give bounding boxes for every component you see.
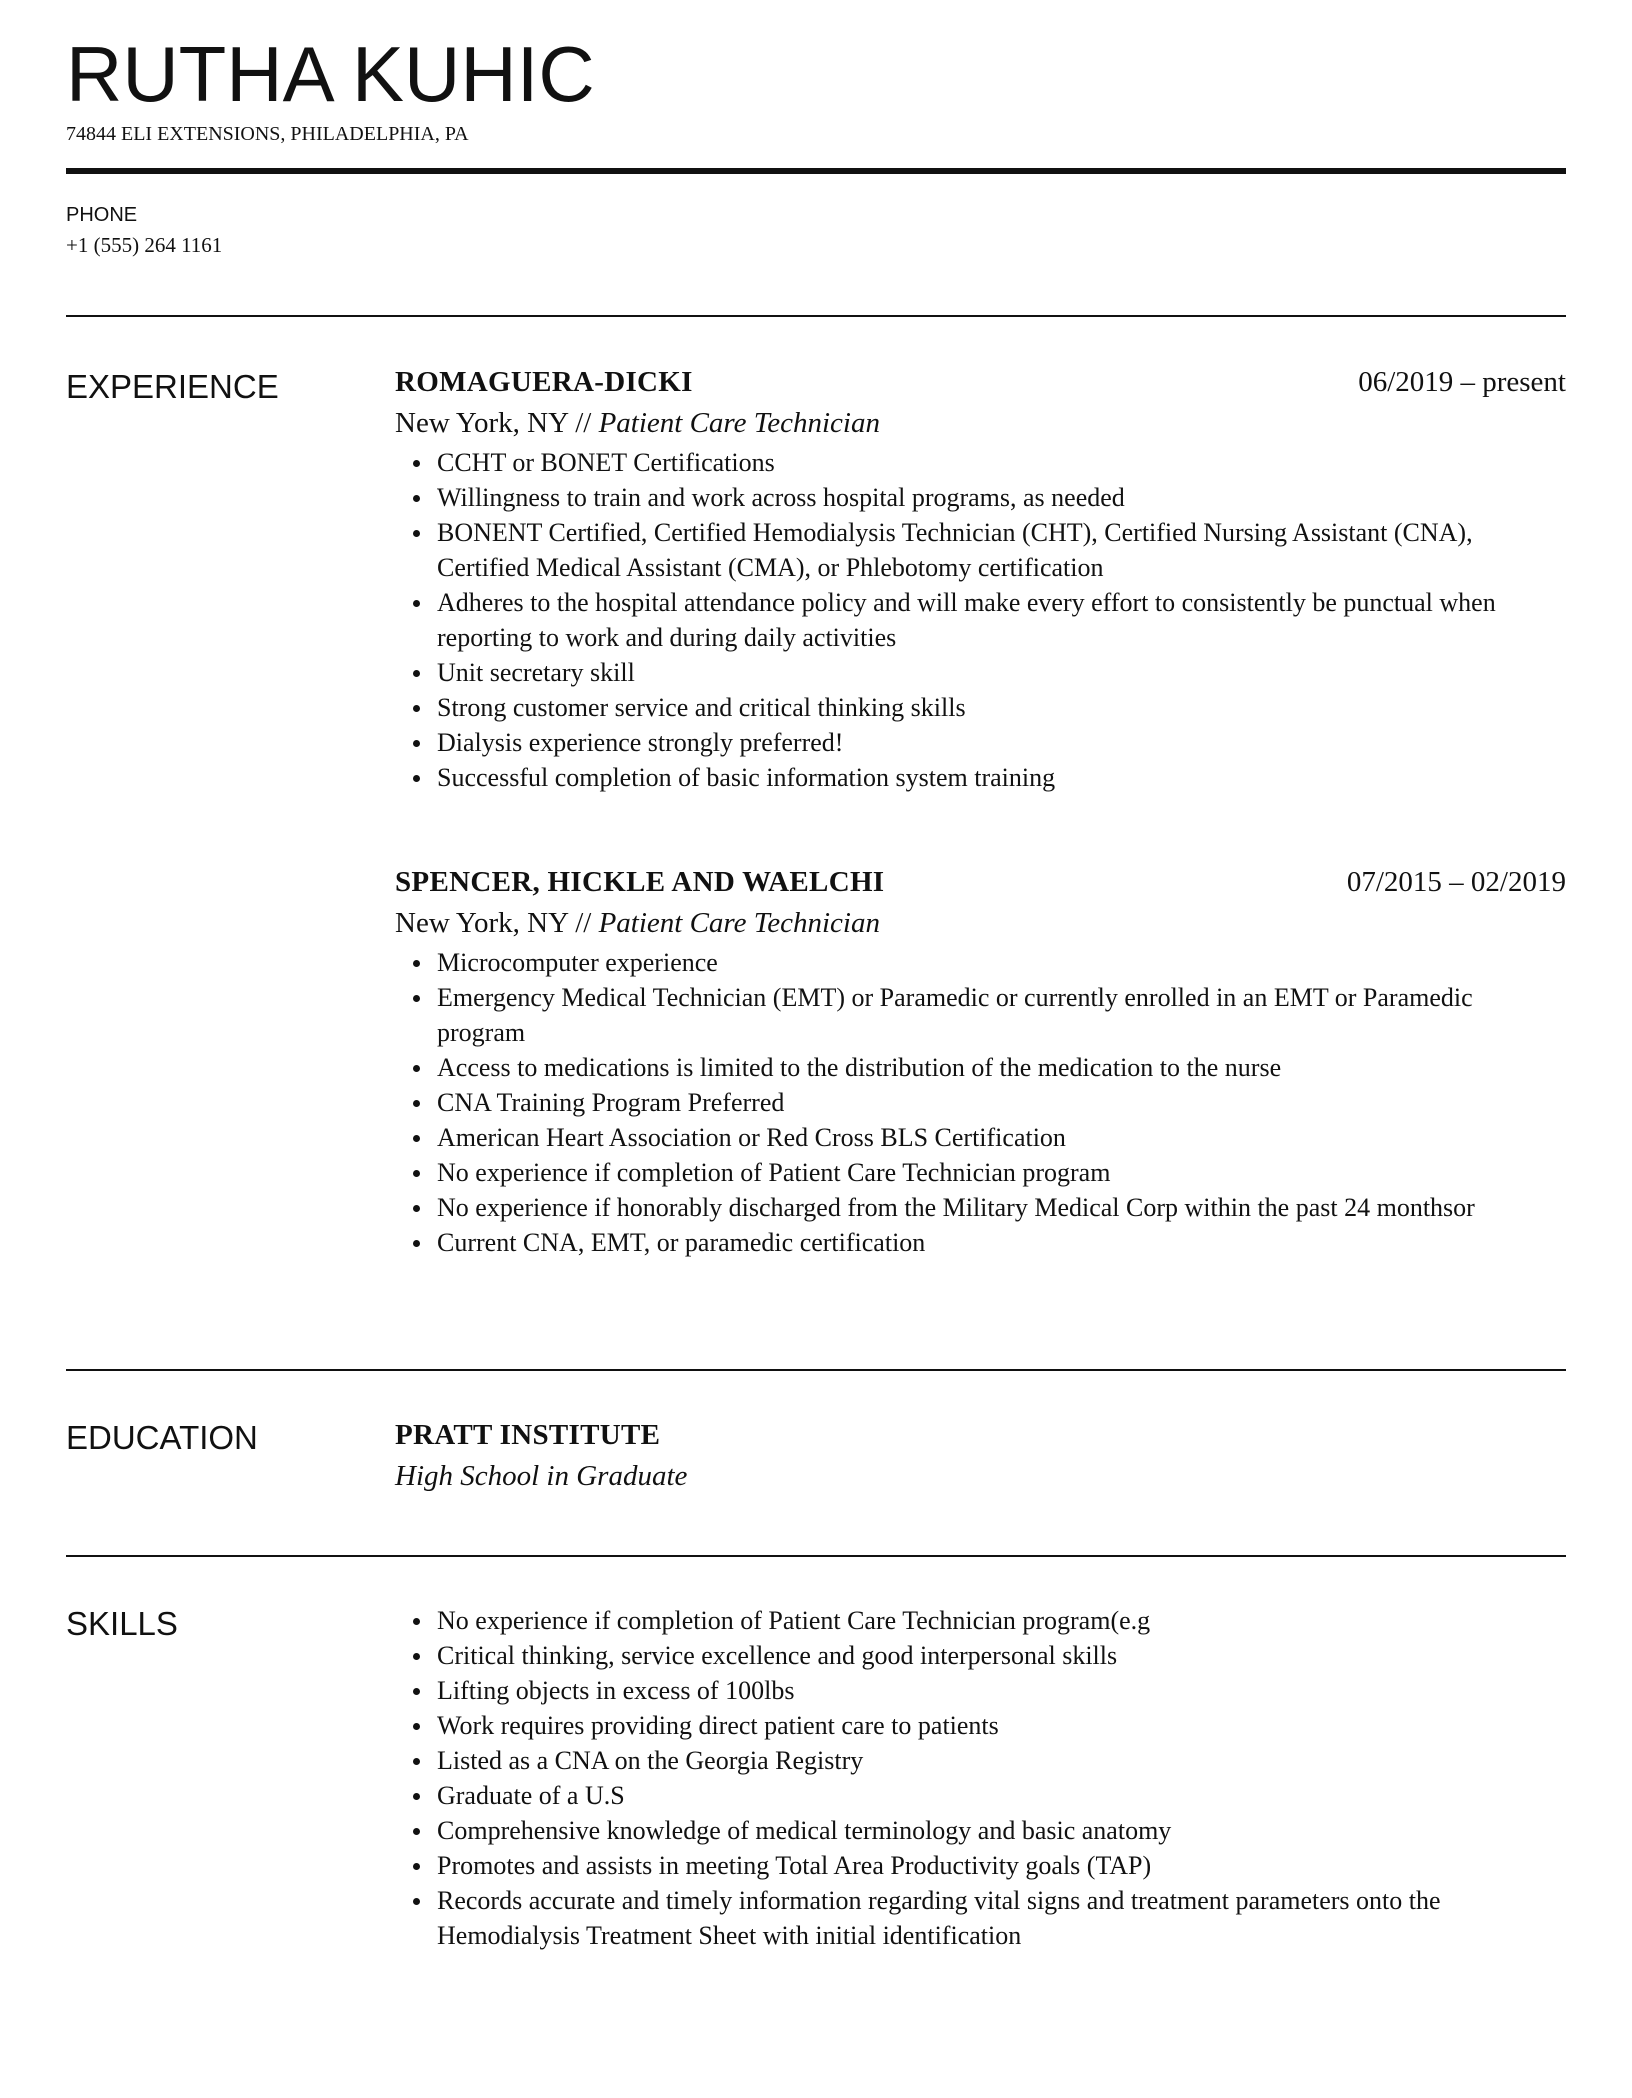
job-separator: // [575, 407, 592, 439]
section-divider [66, 1369, 1566, 1371]
job-location: New York, NY [395, 907, 568, 939]
job-header [395, 863, 1566, 901]
job-bullet: Unit secretary skill [395, 655, 1566, 690]
job-entry [395, 363, 1566, 795]
section-divider [66, 315, 1566, 317]
job-bullet: American Heart Association or Red Cross BLS Certification [395, 1120, 1566, 1155]
job-location-role [395, 403, 1566, 443]
job-bullet: Strong customer service and critical thinking skills [395, 690, 1566, 725]
job-bullet: No experience if completion of Patient Care Technician program [395, 1155, 1566, 1190]
company-name: ROMAGUERA-DICKI [395, 366, 693, 398]
skill-item: Listed as a CNA on the Georgia Registry [395, 1743, 1566, 1778]
job-location-role [395, 903, 1566, 943]
job-bullet: Dialysis experience strongly preferred! [395, 725, 1566, 760]
job-bullet: Current CNA, EMT, or paramedic certification [395, 1225, 1566, 1260]
job-bullet: CCHT or BONET Certifications [395, 445, 1566, 480]
job-role: Patient Care Technician [598, 907, 880, 939]
job-separator: // [575, 907, 592, 939]
candidate-address: 74844 ELI EXTENSIONS, PHILADELPHIA, PA [66, 123, 469, 145]
company-name: SPENCER, HICKLE AND WAELCHI [395, 866, 885, 898]
skill-item: Critical thinking, service excellence and good interpersonal skills [395, 1638, 1566, 1673]
job-bullet: Willingness to train and work across hospital programs, as needed [395, 480, 1566, 515]
job-bullet: Adheres to the hospital attendance policy and will make every effort to consistently be punctual when reporting to work and during daily activities [395, 585, 1566, 655]
job-location: New York, NY [395, 407, 568, 439]
skills-heading: SKILLS [66, 1605, 178, 1642]
experience-heading: EXPERIENCE [66, 368, 279, 405]
phone-label: PHONE [66, 204, 138, 226]
job-bullet: CNA Training Program Preferred [395, 1085, 1566, 1120]
skills-entry [395, 1603, 1566, 1953]
education-entry [395, 1416, 1566, 1496]
skill-item: No experience if completion of Patient Care Technician program(e.g [395, 1603, 1566, 1638]
job-dates: 06/2019 – present [1358, 366, 1566, 398]
phone-value: +1 (555) 264 1161 [66, 233, 223, 257]
education-heading: EDUCATION [66, 1419, 258, 1456]
header-divider [66, 168, 1566, 174]
job-bullet: No experience if honorably discharged from the Military Medical Corp within the past 24 monthsor [395, 1190, 1566, 1225]
skill-item: Work requires providing direct patient care to patients [395, 1708, 1566, 1743]
education-header [395, 1416, 1566, 1454]
job-role: Patient Care Technician [598, 407, 880, 439]
job-bullets [395, 445, 1566, 795]
skill-item: Promotes and assists in meeting Total Area Productivity goals (TAP) [395, 1848, 1566, 1883]
job-bullet: BONENT Certified, Certified Hemodialysis Technician (CHT), Certified Nursing Assistant (CNA), Certified Medical Assistant (CMA), or Phlebotomy certification [395, 515, 1566, 585]
job-entry [395, 863, 1566, 1260]
job-bullet: Access to medications is limited to the distribution of the medication to the nurse [395, 1050, 1566, 1085]
skill-item: Graduate of a U.S [395, 1778, 1566, 1813]
job-bullet: Microcomputer experience [395, 945, 1566, 980]
job-bullet: Successful completion of basic information system training [395, 760, 1566, 795]
section-divider [66, 1555, 1566, 1557]
skill-item: Comprehensive knowledge of medical terminology and basic anatomy [395, 1813, 1566, 1848]
job-dates: 07/2015 – 02/2019 [1346, 866, 1566, 898]
skills-list [395, 1603, 1566, 1953]
school-name: PRATT INSTITUTE [395, 1419, 661, 1451]
job-bullet: Emergency Medical Technician (EMT) or Paramedic or currently enrolled in an EMT or Paramedic program [395, 980, 1566, 1050]
skill-item: Lifting objects in excess of 100lbs [395, 1673, 1566, 1708]
degree: High School in Graduate [395, 1460, 688, 1492]
skill-item: Records accurate and timely information regarding vital signs and treatment parameters onto the Hemodialysis Treatment Sheet with initial identification [395, 1883, 1566, 1953]
candidate-name: RUTHA KUHIC [66, 30, 595, 118]
job-bullets [395, 945, 1566, 1260]
job-header [395, 363, 1566, 401]
